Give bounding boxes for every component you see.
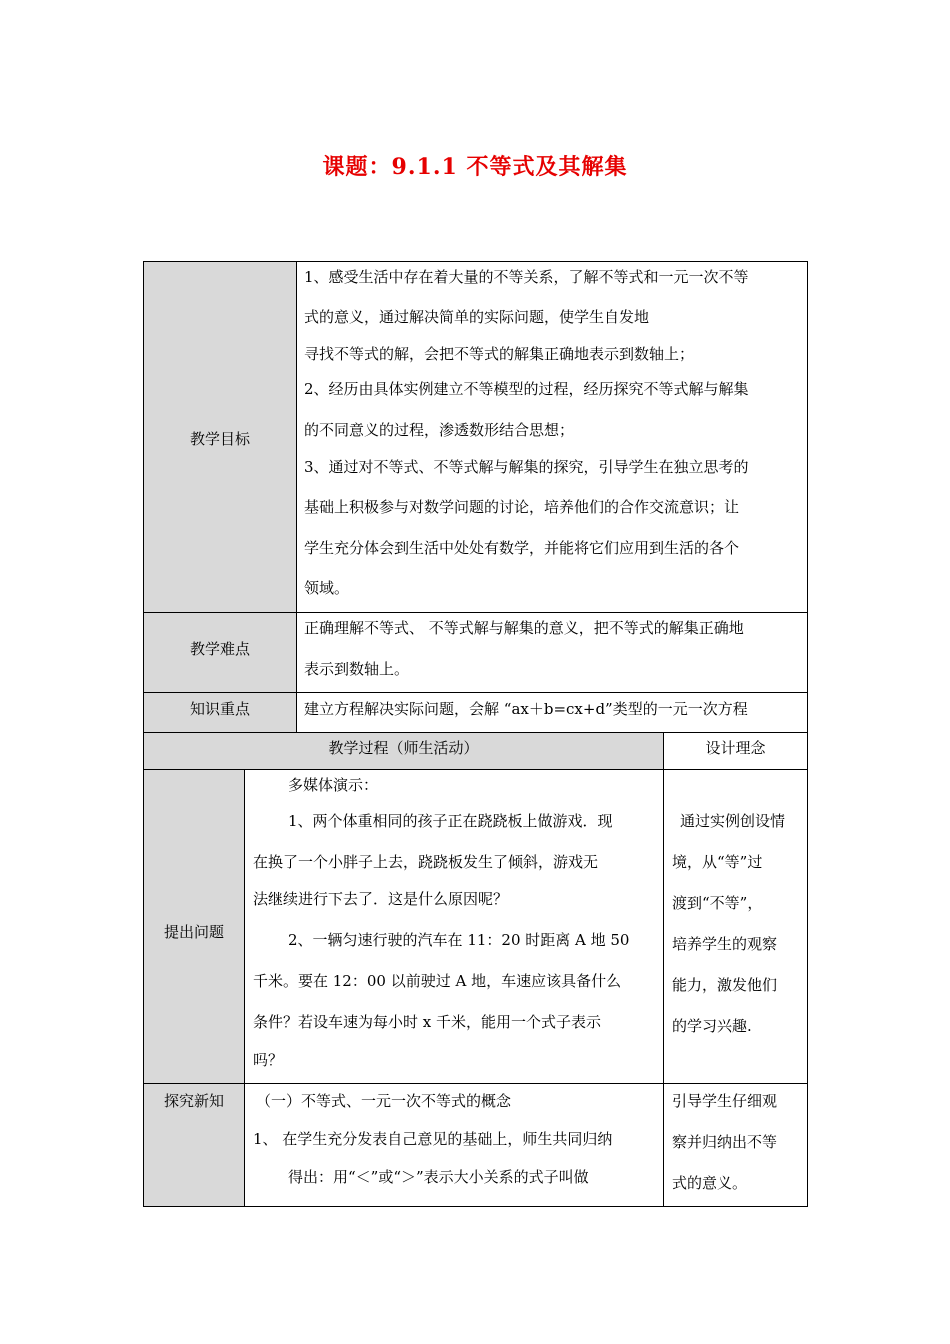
objectives-line: 1、感受生活中存在着大量的不等关系，了解不等式和一元一次不等 bbox=[304, 268, 749, 286]
objectives-line: 式的意义，通过解决简单的实际问题，使学生自发地 bbox=[304, 308, 650, 326]
raise-line: 吗？ bbox=[253, 1051, 284, 1069]
objectives-line: 2、经历由具体实例建立不等模型的过程，经历探究不等式解与解集 bbox=[304, 380, 749, 398]
raise-concept-line: 的学习兴趣. bbox=[672, 1017, 752, 1035]
raise-concept-line: 渡到“不等”， bbox=[672, 894, 763, 912]
keypoint-label: 知识重点 bbox=[189, 700, 250, 718]
difficulty-label: 教学难点 bbox=[189, 640, 250, 658]
objectives-line: 寻找不等式的解，会把不等式的解集正确地表示到数轴上； bbox=[304, 345, 695, 363]
explore-line: （一）不等式、一元一次不等式的概念 bbox=[256, 1092, 512, 1110]
raise-line: 千米。要在 12：00 以前驶过 A 地，车速应该具备什么 bbox=[253, 972, 622, 990]
objectives-line: 学生充分体会到生活中处处有数学，并能将它们应用到生活的各个 bbox=[304, 539, 740, 557]
difficulty-line: 表示到数轴上。 bbox=[304, 660, 410, 678]
explore-concept-line: 式的意义。 bbox=[672, 1174, 748, 1192]
objectives-line: 3、通过对不等式、不等式解与解集的探究，引导学生在独立思考的 bbox=[304, 458, 749, 476]
raise-concept-line: 通过实例创设情 bbox=[680, 812, 786, 830]
raise-line: 在换了一个小胖子上去，跷跷板发生了倾斜，游戏无 bbox=[253, 853, 599, 871]
explore-concept-line: 察并归纳出不等 bbox=[672, 1133, 778, 1151]
explore-line: 1、 在学生充分发表自己意见的基础上，师生共同归纳 bbox=[253, 1130, 613, 1148]
difficulty-line: 正确理解不等式、 不等式解与解集的意义，把不等式的解集正确地 bbox=[304, 619, 744, 637]
explore-label: 探究新知 bbox=[163, 1092, 224, 1110]
keypoint-text: 建立方程解决实际问题，会解 “ax＋b=cx+d”类型的一元一次方程 bbox=[304, 700, 748, 718]
page-title: 课题：9.1.1 不等式及其解集 bbox=[322, 154, 628, 180]
raise-line: 1、两个体重相同的孩子正在跷跷板上做游戏．现 bbox=[288, 812, 613, 830]
objectives-line: 基础上积极参与对数学问题的讨论，培养他们的合作交流意识；让 bbox=[304, 498, 740, 516]
raise-line: 条件？若设车速为每小时 x 千米，能用一个式子表示 bbox=[253, 1013, 601, 1031]
objectives-label: 教学目标 bbox=[189, 430, 250, 448]
raise-concept-line: 能力，激发他们 bbox=[672, 976, 778, 994]
raise-line: 法继续进行下去了．这是什么原因呢？ bbox=[253, 890, 509, 908]
concept-header: 设计理念 bbox=[705, 739, 766, 757]
raise-question-label: 提出问题 bbox=[163, 923, 224, 941]
process-header: 教学过程（师生活动） bbox=[328, 739, 479, 757]
explore-line: 得出：用“＜”或“＞”表示大小关系的式子叫做 bbox=[288, 1168, 589, 1186]
raise-line: 2、一辆匀速行驶的汽车在 11：20 时距离 A 地 50 bbox=[288, 931, 630, 949]
explore-concept-line: 引导学生仔细观 bbox=[672, 1092, 778, 1110]
raise-line: 多媒体演示： bbox=[288, 776, 379, 794]
raise-concept-line: 境，从“等”过 bbox=[672, 853, 763, 871]
objectives-line: 的不同意义的过程，渗透数形结合思想； bbox=[304, 421, 575, 439]
objectives-line: 领域。 bbox=[304, 579, 350, 597]
raise-concept-line: 培养学生的观察 bbox=[672, 935, 778, 953]
objectives-label-bg bbox=[144, 261, 296, 692]
